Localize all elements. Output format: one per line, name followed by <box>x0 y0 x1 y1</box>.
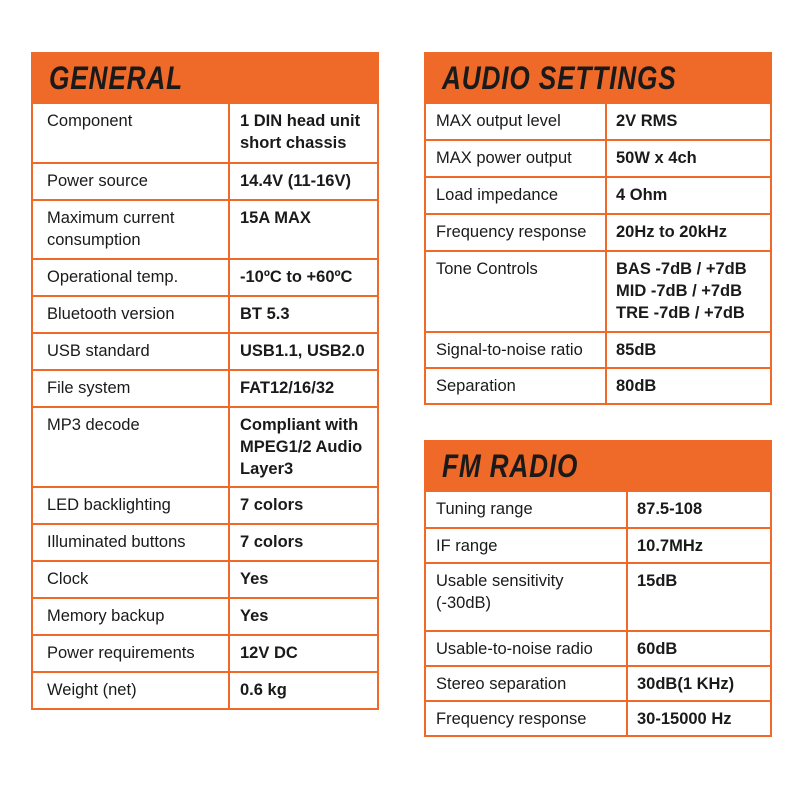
row-value: 87.5-108 <box>637 500 703 518</box>
row-label: Stereo separation <box>426 667 628 700</box>
row-label: Usable sensitivity (-30dB) <box>426 564 628 630</box>
row-label: IF range <box>426 529 628 562</box>
table-row <box>33 597 377 634</box>
audio-settings-title: AUDIO SETTINGS <box>442 59 677 96</box>
table-row <box>426 104 770 139</box>
table-row <box>426 139 770 176</box>
audio-settings-spec-table <box>424 52 772 405</box>
row-value: 0.6 kg <box>240 681 287 699</box>
row-value: 80dB <box>616 377 657 395</box>
table-row <box>33 258 377 295</box>
table-row <box>33 162 377 199</box>
row-value: -10ºC to +60ºC <box>240 268 353 286</box>
row-value: 50W x 4ch <box>616 149 697 167</box>
general-header <box>33 54 377 104</box>
row-value: 1 DIN head unit short chassis <box>240 112 361 152</box>
table-row <box>426 630 770 665</box>
row-label: Frequency response <box>426 702 628 735</box>
fm-radio-rows <box>426 492 770 735</box>
general-title: GENERAL <box>49 59 184 96</box>
table-row <box>33 332 377 369</box>
table-row <box>33 199 377 258</box>
table-row <box>33 523 377 560</box>
row-value: 7 colors <box>240 533 304 551</box>
table-row <box>426 665 770 700</box>
row-value: 20Hz to 20kHz <box>616 223 727 241</box>
row-label: Bluetooth version <box>33 297 230 332</box>
row-value: 10.7MHz <box>637 537 704 555</box>
row-label: File system <box>33 371 230 406</box>
table-row <box>33 671 377 708</box>
row-label: Maximum current consumption <box>33 201 230 258</box>
row-value: Yes <box>240 570 269 588</box>
audio-settings-header <box>426 54 770 104</box>
row-label: Tuning range <box>426 492 628 527</box>
table-row <box>426 367 770 403</box>
row-value: 14.4V (11-16V) <box>240 172 351 190</box>
table-row <box>33 104 377 162</box>
row-value: USB1.1, USB2.0 <box>240 342 365 360</box>
table-row <box>33 486 377 523</box>
row-value: BAS -7dB / +7dB MID -7dB / +7dB TRE -7dB / +7dB <box>616 260 747 322</box>
row-label: Signal-to-noise ratio <box>426 333 607 367</box>
row-label: MAX power output <box>426 141 607 176</box>
general-spec-table <box>31 52 379 710</box>
table-row <box>33 295 377 332</box>
row-label: LED backlighting <box>33 488 230 523</box>
row-value: 7 colors <box>240 496 304 514</box>
table-row <box>426 492 770 527</box>
row-label: Illuminated buttons <box>33 525 230 560</box>
row-label: USB standard <box>33 334 230 369</box>
table-row <box>33 369 377 406</box>
row-label: MAX output level <box>426 104 607 139</box>
row-value: 2V RMS <box>616 112 678 130</box>
row-value: 60dB <box>637 640 678 658</box>
row-label: Weight (net) <box>33 673 230 708</box>
fm-radio-spec-table <box>424 440 772 737</box>
table-row <box>33 560 377 597</box>
table-row <box>426 331 770 367</box>
row-value: Compliant with MPEG1/2 Audio Layer3 <box>240 416 363 478</box>
row-label: Memory backup <box>33 599 230 634</box>
row-value: 30-15000 Hz <box>637 710 732 728</box>
audio-settings-rows <box>426 104 770 403</box>
row-label: Power source <box>33 164 230 199</box>
row-label: Usable-to-noise radio <box>426 632 628 665</box>
row-value: FAT12/16/32 <box>240 379 335 397</box>
table-row <box>426 176 770 213</box>
row-label: Clock <box>33 562 230 597</box>
table-row <box>33 406 377 486</box>
row-label: Load impedance <box>426 178 607 213</box>
row-value: 4 Ohm <box>616 186 668 204</box>
table-row <box>426 213 770 250</box>
row-label: Tone Controls <box>426 252 607 331</box>
fm-radio-title: FM RADIO <box>442 447 579 484</box>
table-row <box>426 700 770 735</box>
row-value: Yes <box>240 607 269 625</box>
row-value: BT 5.3 <box>240 305 290 323</box>
table-row <box>33 634 377 671</box>
table-row <box>426 250 770 331</box>
table-row <box>426 562 770 630</box>
row-value: 12V DC <box>240 644 298 662</box>
table-row <box>426 527 770 562</box>
row-label: Separation <box>426 369 607 403</box>
row-label: Operational temp. <box>33 260 230 295</box>
row-label: Power requirements <box>33 636 230 671</box>
row-value: 15A MAX <box>240 209 311 227</box>
row-value: 30dB(1 KHz) <box>637 675 735 693</box>
row-value: 85dB <box>616 341 657 359</box>
fm-radio-header <box>426 442 770 492</box>
general-rows <box>33 104 377 708</box>
row-label: Component <box>33 104 230 162</box>
row-value: 15dB <box>637 572 678 590</box>
row-label: MP3 decode <box>33 408 230 486</box>
row-label: Frequency response <box>426 215 607 250</box>
